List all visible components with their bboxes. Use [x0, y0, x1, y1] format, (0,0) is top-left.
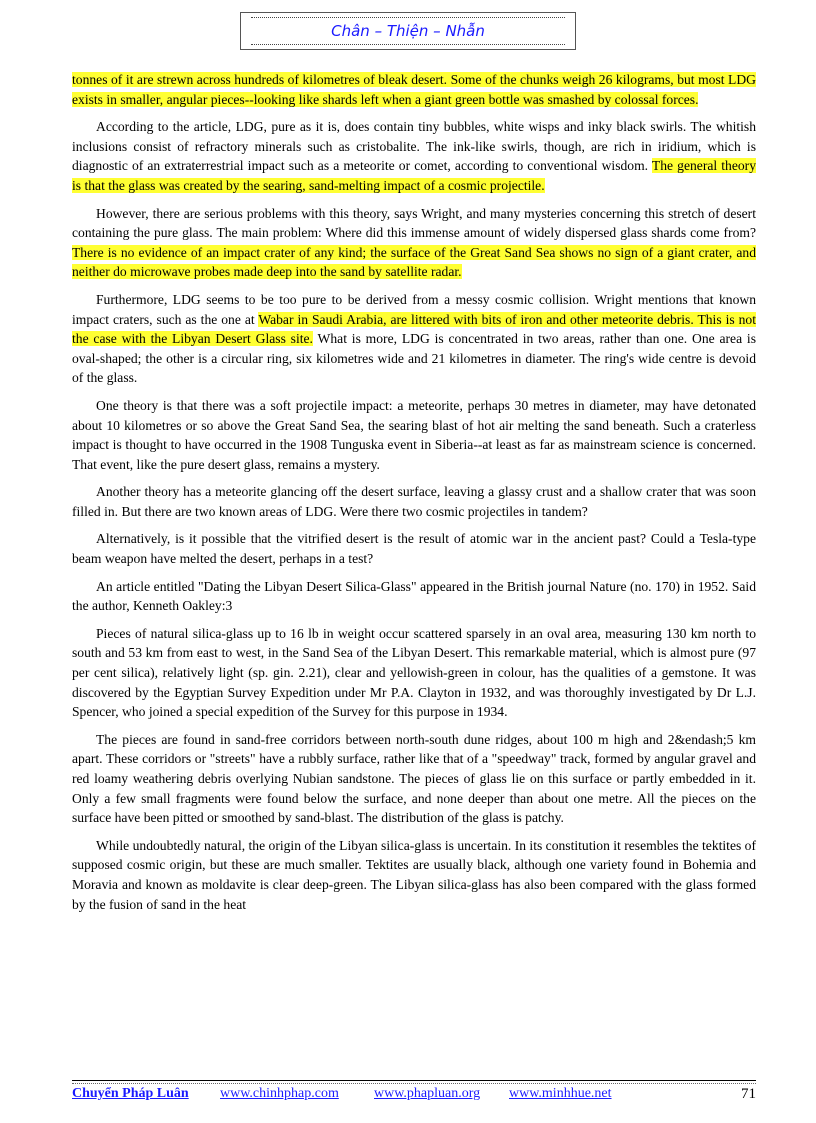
paragraph-7: Alternatively, is it possible that the vitrified desert is the result of atomic war in the ancient past? Could a Tesla-type beam weapon have melted the desert, perhaps in a test?: [72, 531, 756, 567]
page-number: 71: [741, 1086, 756, 1102]
paragraph-text: According to the article, LDG, pure as it is, does contain tiny bubbles, white wisps and inky black swirls. The whitish inclusions consist of refractory minerals such as cristobalite. The ink-like swirls, though, are rich in iridium, which is diagnostic of an extraterrestrial impact such as a meteorite or comet, according to conventional wisdom.: [72, 119, 756, 174]
header-frame: [251, 17, 565, 45]
paragraph-5: One theory is that there was a soft projectile impact: a meteorite, perhaps 30 metres in diameter, may have detonated about 10 kilometres or so above the Great Sand Sea, the searing blast of hot air melting the sand beneath. Such a craterless impact is thought to have occurred in the 1908 Tunguska event in Siberia--at least as far as mainstream science is concerned. That event, like the pure desert glass, remains a mystery.: [72, 397, 756, 472]
footer-dotted-rule: [72, 1083, 756, 1084]
header-title: Chân – Thiện – Nhẫn: [331, 22, 485, 40]
paragraph-text: Furthermore, LDG seems to be too pure to be derived from a messy cosmic collision. Wright mentions that known impact craters, such as the one at: [72, 291, 756, 327]
paragraph-10: The pieces are found in sand-free corridors between north-south dune ridges, about 100 m high and 2&endash;5 km apart. These corridors or "streets" have a rubbly surface, rather like that of a "speedway" track, formed by angular gravel and red loamy weathering debris overlying Nubian sandstone. The pieces of glass lie on this surface or partly embedded in it. Only a few small fragments were found below the surface, and none deeper than about one metre. All the pieces on the surface have been pitted or smoothed by sand-blast. The distribution of the glass is patchy.: [72, 731, 756, 826]
header-box: [240, 12, 576, 50]
highlighted-text: The general theory is that the glass was created by the searing, sand-melting impact of a cosmic projectile.: [72, 158, 756, 193]
footer-link-chinhphap[interactable]: www.chinhphap.com: [220, 1086, 339, 1101]
highlighted-text: There is no evidence of an impact crater of any kind; the surface of the Great Sand Sea shows no sign of a giant crater, and neither do microwave probes made deep into the sand by satellite radar.: [72, 244, 756, 280]
paragraph-4: [72, 290, 756, 388]
highlighted-text: Wabar in Saudi Arabia, are littered with bits of iron and other meteorite debris. This is not the case with the Libyan Desert Glass site.: [72, 311, 756, 347]
footer: [72, 1086, 756, 1106]
footer-brand-link[interactable]: Chuyển Pháp Luân: [72, 1086, 189, 1101]
paragraph-8: An article entitled "Dating the Libyan Desert Silica-Glass" appeared in the British journal Nature (no. 170) in 1952. Said the author, Kenneth Oakley:3: [72, 578, 756, 614]
paragraph-text: What is more, LDG is concentrated in two areas, rather than one. One area is oval-shaped; the other is a circular ring, six kilometres wide and 21 kilometres in diameter. The ring's wide centre is devoid of the glass.: [72, 331, 756, 386]
paragraph-2: [72, 117, 756, 195]
paragraph-3: [72, 204, 756, 282]
paragraph-6: Another theory has a meteorite glancing off the desert surface, leaving a glassy crust and a shallow crater that was soon filled in. But there are two known areas of LDG. Were there two cosmic projectiles in tandem?: [72, 484, 756, 519]
highlighted-text: tonnes of it are strewn across hundreds of kilometres of bleak desert. Some of the chunks weigh 26 kilograms, but most LDG exists in smaller, angular pieces--looking like shards left when a giant green bottle was smashed by colossal forces.: [72, 72, 756, 107]
paragraph-text: However, there are serious problems with this theory, says Wright, and many mysteries concerning this stretch of desert containing the pure glass. The main problem: Where did this immense amount of widely dispersed glass shards come from?: [72, 205, 756, 241]
paragraph-9: Pieces of natural silica-glass up to 16 lb in weight occur scattered sparsely in an oval area, measuring 130 km north to south and 53 km from east to west, in the Sand Sea of the Libyan Desert. This remarkable material, which is almost pure (97 per cent silica), relatively light (sp. gin. 2.21), clear and yellowish-green in colour, has the qualities of a gemstone. It was discovered by the Egyptian Survey Expedition under Mr P.A. Clayton in 1932, and was thoroughly investigated by Dr L.J. Spencer, who joined a special expedition of the Survey for this purpose in 1934.: [72, 625, 756, 720]
footer-rule: [72, 1080, 756, 1081]
footer-link-minhhue[interactable]: www.minhhue.net: [509, 1086, 612, 1101]
body-text: [72, 70, 756, 922]
footer-link-phapluan[interactable]: www.phapluan.org: [374, 1086, 481, 1101]
paragraph-1: [72, 70, 756, 109]
paragraph-11: While undoubtedly natural, the origin of the Libyan silica-glass is uncertain. In its constitution it resembles the tektites of supposed cosmic origin, but these are much smaller. Tektites are usually black, although one variety found in Bohemia and Moravia and known as moldavite is clear deep-green. The Libyan silica-glass has also been compared with the glass formed by the fusion of sand in the heat: [72, 837, 756, 912]
